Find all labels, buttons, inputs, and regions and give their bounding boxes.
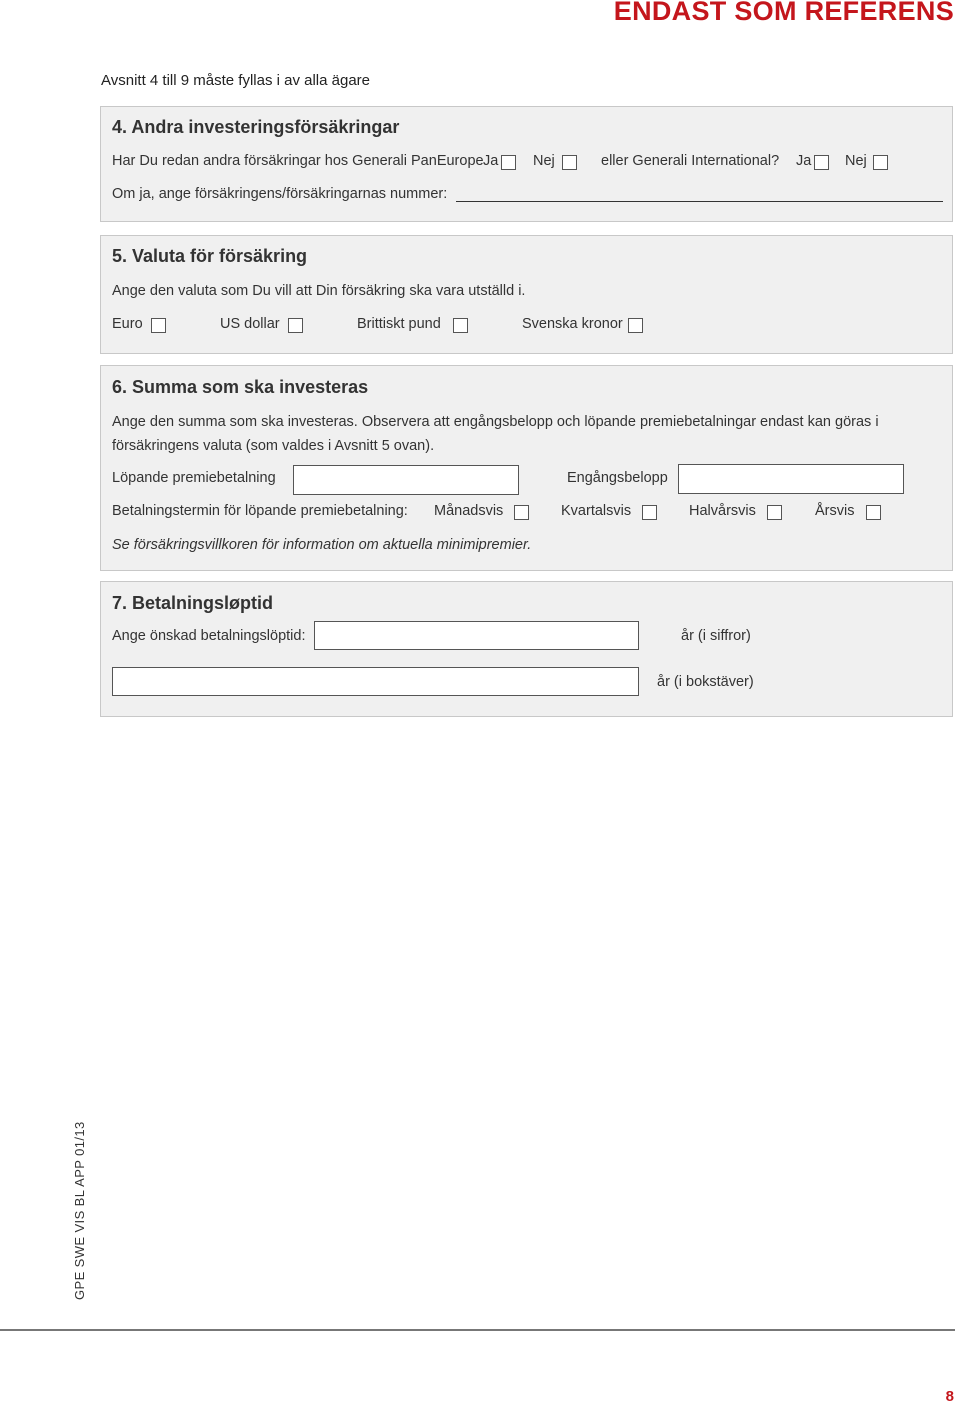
s4-nej-label-2: Nej xyxy=(845,153,867,169)
s4-nej-label-1: Nej xyxy=(533,153,555,169)
s4-number-input-line[interactable] xyxy=(456,201,943,202)
term-monthly-checkbox[interactable] xyxy=(514,505,529,520)
s4-nej-checkbox-1[interactable] xyxy=(562,155,577,170)
duration-digits-input[interactable] xyxy=(314,621,639,650)
reference-stamp: ENDAST SOM REFERENS xyxy=(613,0,954,26)
term-monthly-label: Månadsvis xyxy=(434,503,504,519)
currency-sek-label: Svenska kronor xyxy=(522,316,623,332)
currency-gbp-label: Brittiskt pund xyxy=(357,316,441,332)
s4-ja-checkbox-1[interactable] xyxy=(501,155,516,170)
intro-text: Avsnitt 4 till 9 måste fyllas i av alla ägare xyxy=(101,72,371,89)
term-yearly-label: Årsvis xyxy=(815,503,855,519)
regular-premium-label: Löpande premiebetalning xyxy=(112,470,276,486)
single-premium-input[interactable] xyxy=(678,464,904,494)
page-number: 8 xyxy=(945,1388,954,1405)
currency-sek-checkbox[interactable] xyxy=(628,318,643,333)
s4-ja-checkbox-2[interactable] xyxy=(814,155,829,170)
s4-ja-label-1: Ja xyxy=(483,153,499,169)
section-5 xyxy=(100,235,953,354)
section-7 xyxy=(100,581,953,717)
section-6-title: 6. Summa som ska investeras xyxy=(112,377,369,397)
s6-description-line1: Ange den summa som ska investeras. Observera att engångsbelopp och löpande premiebetalningar endast kan göras i xyxy=(112,414,879,430)
minimum-premium-note: Se försäkringsvillkoren för information om aktuella minimipremier. xyxy=(112,537,532,553)
currency-gbp-checkbox[interactable] xyxy=(453,318,468,333)
bottom-divider xyxy=(0,1329,955,1331)
currency-usd-label: US dollar xyxy=(220,316,280,332)
term-quarterly-label: Kvartalsvis xyxy=(561,503,632,519)
section-7-title: 7. Betalningsløptid xyxy=(112,593,274,613)
payment-term-label: Betalningstermin för löpande premiebetalning: xyxy=(112,503,408,519)
s4-question-panEurope: Har Du redan andra försäkringar hos Generali PanEurope xyxy=(112,153,484,169)
s4-nej-checkbox-2[interactable] xyxy=(873,155,888,170)
duration-digits-unit: år (i siffror) xyxy=(681,628,751,644)
section-4 xyxy=(100,106,953,222)
single-premium-label: Engångsbelopp xyxy=(567,470,668,486)
s4-number-label: Om ja, ange försäkringens/försäkringarnas nummer: xyxy=(112,186,448,202)
section-5-title: 5. Valuta för försäkring xyxy=(112,246,308,266)
term-quarterly-checkbox[interactable] xyxy=(642,505,657,520)
currency-euro-checkbox[interactable] xyxy=(151,318,166,333)
s4-question-international: eller Generali International? xyxy=(601,153,780,169)
term-yearly-checkbox[interactable] xyxy=(866,505,881,520)
section-4-title: 4. Andra investeringsförsäkringar xyxy=(112,117,400,137)
duration-letters-unit: år (i bokstäver) xyxy=(657,674,754,690)
s6-description-line2: försäkringens valuta (som valdes i Avsnitt 5 ovan). xyxy=(112,438,435,454)
form-code: GPE SWE VIS BL APP 01/13 xyxy=(72,1121,87,1300)
duration-letters-input[interactable] xyxy=(112,667,639,696)
term-halfyearly-checkbox[interactable] xyxy=(767,505,782,520)
regular-premium-input[interactable] xyxy=(293,465,519,495)
s5-description: Ange den valuta som Du vill att Din försäkring ska vara utställd i. xyxy=(112,283,526,299)
currency-usd-checkbox[interactable] xyxy=(288,318,303,333)
term-halfyearly-label: Halvårsvis xyxy=(689,503,756,519)
s4-ja-label-2: Ja xyxy=(796,153,812,169)
payment-duration-label: Ange önskad betalningslöptid: xyxy=(112,628,306,644)
currency-euro-label: Euro xyxy=(112,316,143,332)
section-6 xyxy=(100,365,953,571)
